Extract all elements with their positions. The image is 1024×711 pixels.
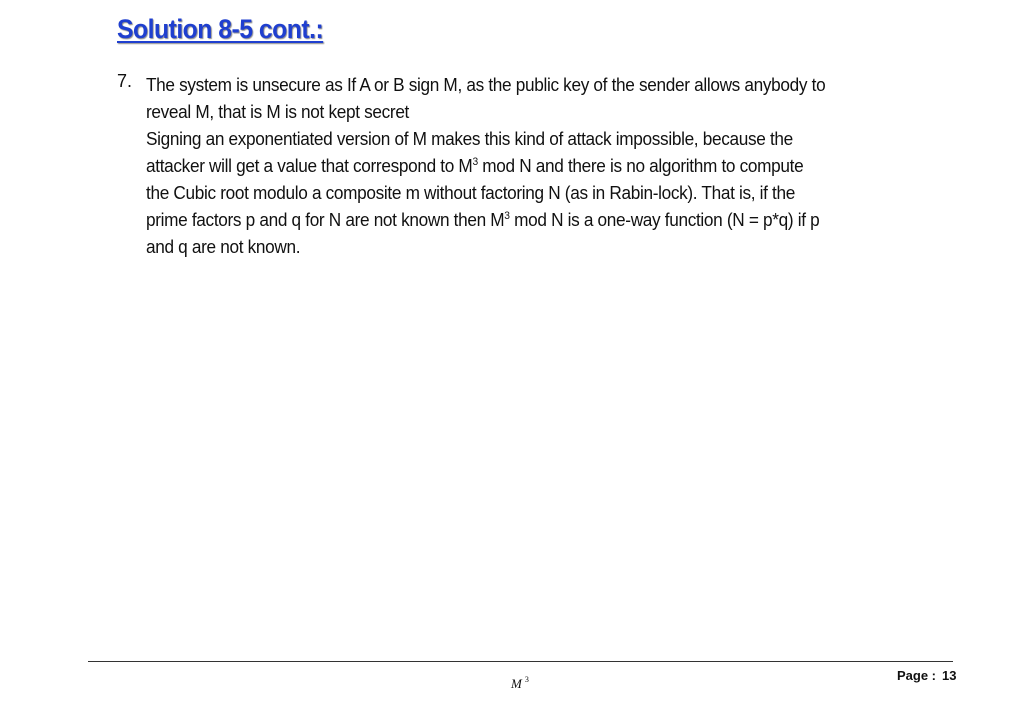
body-line-7: and q are not known. <box>146 236 301 257</box>
page-number <box>897 668 956 683</box>
superscript: 3 <box>504 210 510 222</box>
list-item-number: 7. <box>117 71 133 91</box>
body-line-1: The system is unsecure as If A or B sign M, as the public key of the sender allows anybody to <box>146 74 826 95</box>
footer-formula-mark <box>511 676 529 692</box>
slide-title: Solution 8-5 cont.: <box>117 14 324 44</box>
body-line-5: the Cubic root modulo a composite m without factoring N (as in Rabin-lock). That is, if the <box>146 182 796 203</box>
superscript: 3 <box>472 156 478 168</box>
footer-divider <box>88 661 953 662</box>
body-line-2: reveal M, that is M is not kept secret <box>146 101 410 122</box>
page-label: Page : <box>897 668 937 683</box>
footer-mark-base: M <box>511 676 522 691</box>
body-line-4: attacker will get a value that correspond to $M^3$ mod N and there is no algorithm to compute <box>146 155 804 176</box>
body-line-6: prime factors p and q for N are not known then $M^3$ mod N is a one-way function (N = p*q) if p <box>146 209 820 230</box>
footer-mark-superscript: 3 <box>524 675 529 684</box>
solution-body <box>146 71 890 260</box>
page-number-value: 13 <box>942 668 957 683</box>
body-line-3: Signing an exponentiated version of M makes this kind of attack impossible, because the <box>146 128 793 149</box>
